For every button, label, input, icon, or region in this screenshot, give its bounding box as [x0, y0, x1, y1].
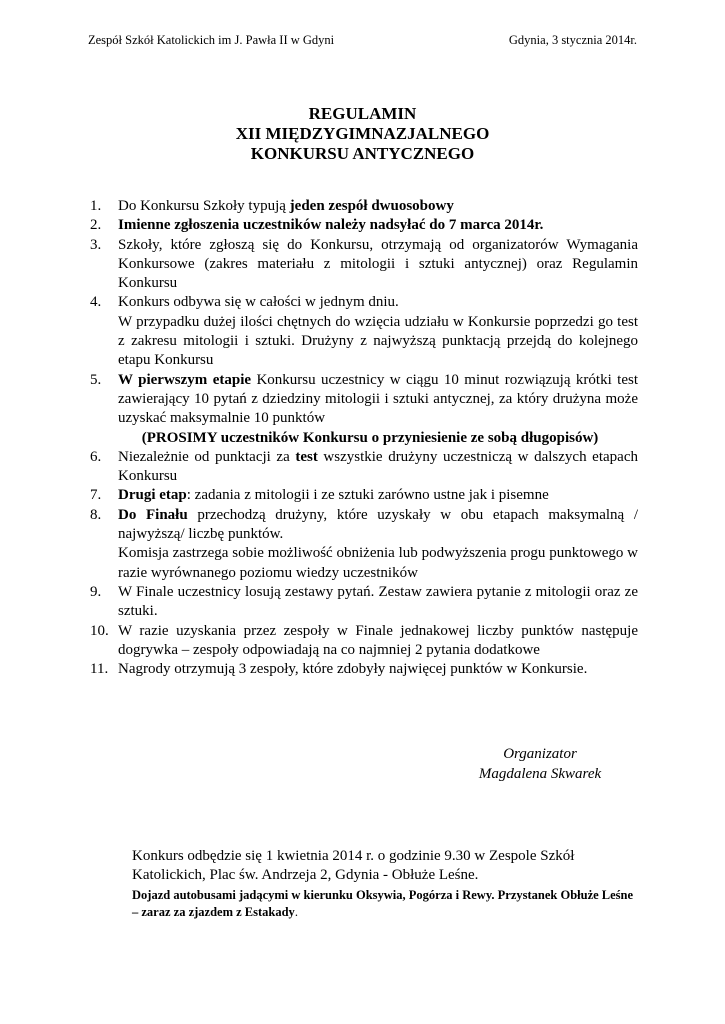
rule-bold-text: jeden zespół dwuosobowy [289, 198, 454, 214]
rule-item-2 [90, 216, 638, 235]
transport-period: . [294, 905, 298, 919]
rule-item-9 [90, 583, 638, 622]
document-date: Gdynia, 3 stycznia 2014r. [508, 33, 637, 47]
title-line-3: KONKURSU ANTYCZNEGO [250, 144, 475, 163]
transport-info [132, 887, 640, 921]
rules-list [90, 197, 638, 679]
rule-bold-text: Drugi etap [118, 487, 187, 504]
rule-number: 4. [90, 294, 102, 311]
rule-item-11 [90, 660, 638, 679]
rule-number: 9. [90, 583, 102, 600]
rule-item-5 [90, 371, 638, 429]
document-header [88, 33, 637, 48]
rule-number: 11. [90, 661, 109, 678]
event-info [132, 847, 640, 921]
rule-number: 8. [90, 506, 102, 523]
rule-text: Konkursu uczestnicy w ciągu 10 minut rozwiązują krótki test zawierający 10 pytań z dziedziny mitologii i sztuki antycznej, za który drużyna może uzyskać maksymalnie 10 punktów [118, 371, 638, 427]
rule-text: W razie uzyskania przez zespoły w Finale jednakowej liczby punktów następuje dogrywka – zespoły odpowiadają na co najmniej 2 pytania dodatkowe [118, 622, 638, 658]
title-line-1: REGULAMIN [308, 104, 417, 123]
rule-text: Konkurs odbywa się w całości w jednym dniu. [118, 294, 399, 311]
signature-block [455, 744, 625, 784]
rule-number: 3. [90, 236, 102, 253]
rule-number: 6. [90, 448, 102, 465]
rule-number: 1. [90, 198, 102, 214]
rule-text: przechodzą drużyny, które uzyskały w obu etapach maksymalną / najwyższą/ liczbę punktów. [118, 506, 639, 543]
document-title [0, 104, 725, 164]
rule-item-1 [90, 197, 638, 216]
rule-number: 10. [90, 622, 109, 639]
rule-item-3 [90, 236, 638, 294]
rule-item-4 [90, 293, 638, 370]
rule-bold-text: W pierwszym etapie [118, 371, 252, 388]
rule-text: : zadania z mitologii i ze sztuki zarówno ustne jak i pisemne [186, 487, 549, 504]
rule-number: 2. [90, 217, 102, 234]
rule-bold-text: test [295, 448, 318, 465]
pens-note: (PROSIMY uczestników Konkursu o przyniesienie ze sobą długopisów) [141, 429, 599, 446]
rule-item-7 [90, 486, 638, 505]
title-line-2: XII MIĘDZYGIMNAZJALNEGO [235, 124, 490, 143]
rule-text: Nagrody otrzymują 3 zespoły, które zdobyły najwięcej punktów w Konkursie. [118, 661, 588, 678]
rule-number: 5. [90, 371, 102, 388]
rule-item-6 [90, 448, 638, 487]
signature-name: Magdalena Skwarek [478, 766, 602, 782]
rule-text: W przypadku dużej ilości chętnych do wzięcia udziału w Konkursie poprzedzi go test z zakresu mitologii i sztuki. Drużyny z najwyższą punktacją przejdą do kolejnego etapu Konkursu [118, 313, 638, 369]
rule-text: wszystkie drużyny uczestniczą w dalszych etapach Konkursu [118, 448, 638, 485]
rule-text: Szkoły, które zgłoszą się do Konkursu, otrzymają od organizatorów Wymagania Konkursowe (zakres materiału z mitologii i sztuki antycznej) oraz Regulamin Konkursu [118, 236, 638, 292]
rule-text: W Finale uczestnicy losują zestawy pytań. Zestaw zawiera pytanie z mitologii oraz ze sztuki. [118, 583, 638, 620]
transport-text: Dojazd autobusami jadącymi w kierunku Oksywia, Pogórza i Rewy. Przystanek Obłuże Leśne – zaraz za zjazdem z Estakady [132, 888, 634, 919]
rule-item-8 [90, 506, 638, 583]
rule-bold-text: Do Finału [118, 506, 188, 523]
rule-text: Komisja zastrzega sobie możliwość obniżenia lub podwyższenia progu punktowego w razie wyrównanego poziomu wiedzy uczestników [118, 545, 638, 581]
rule-bold-text: Imienne zgłoszenia uczestników należy nadsyłać do 7 marca 2014r. [118, 217, 544, 234]
rule-text: Do Konkursu Szkoły typują [118, 198, 290, 214]
signature-role: Organizator [503, 746, 577, 762]
school-name: Zespół Szkół Katolickich im J. Pawła II w Gdyni [88, 33, 335, 47]
rule-number: 7. [90, 487, 102, 504]
rule-text: Niezależnie od punktacji za [118, 448, 296, 465]
event-details: Konkurs odbędzie się 1 kwietnia 2014 r. o godzinie 9.30 w Zespole Szkół Katolickich, Plac św. Andrzeja 2, Gdynia - Obłuże Leśne. [132, 848, 575, 883]
rule-item-10 [90, 622, 638, 661]
